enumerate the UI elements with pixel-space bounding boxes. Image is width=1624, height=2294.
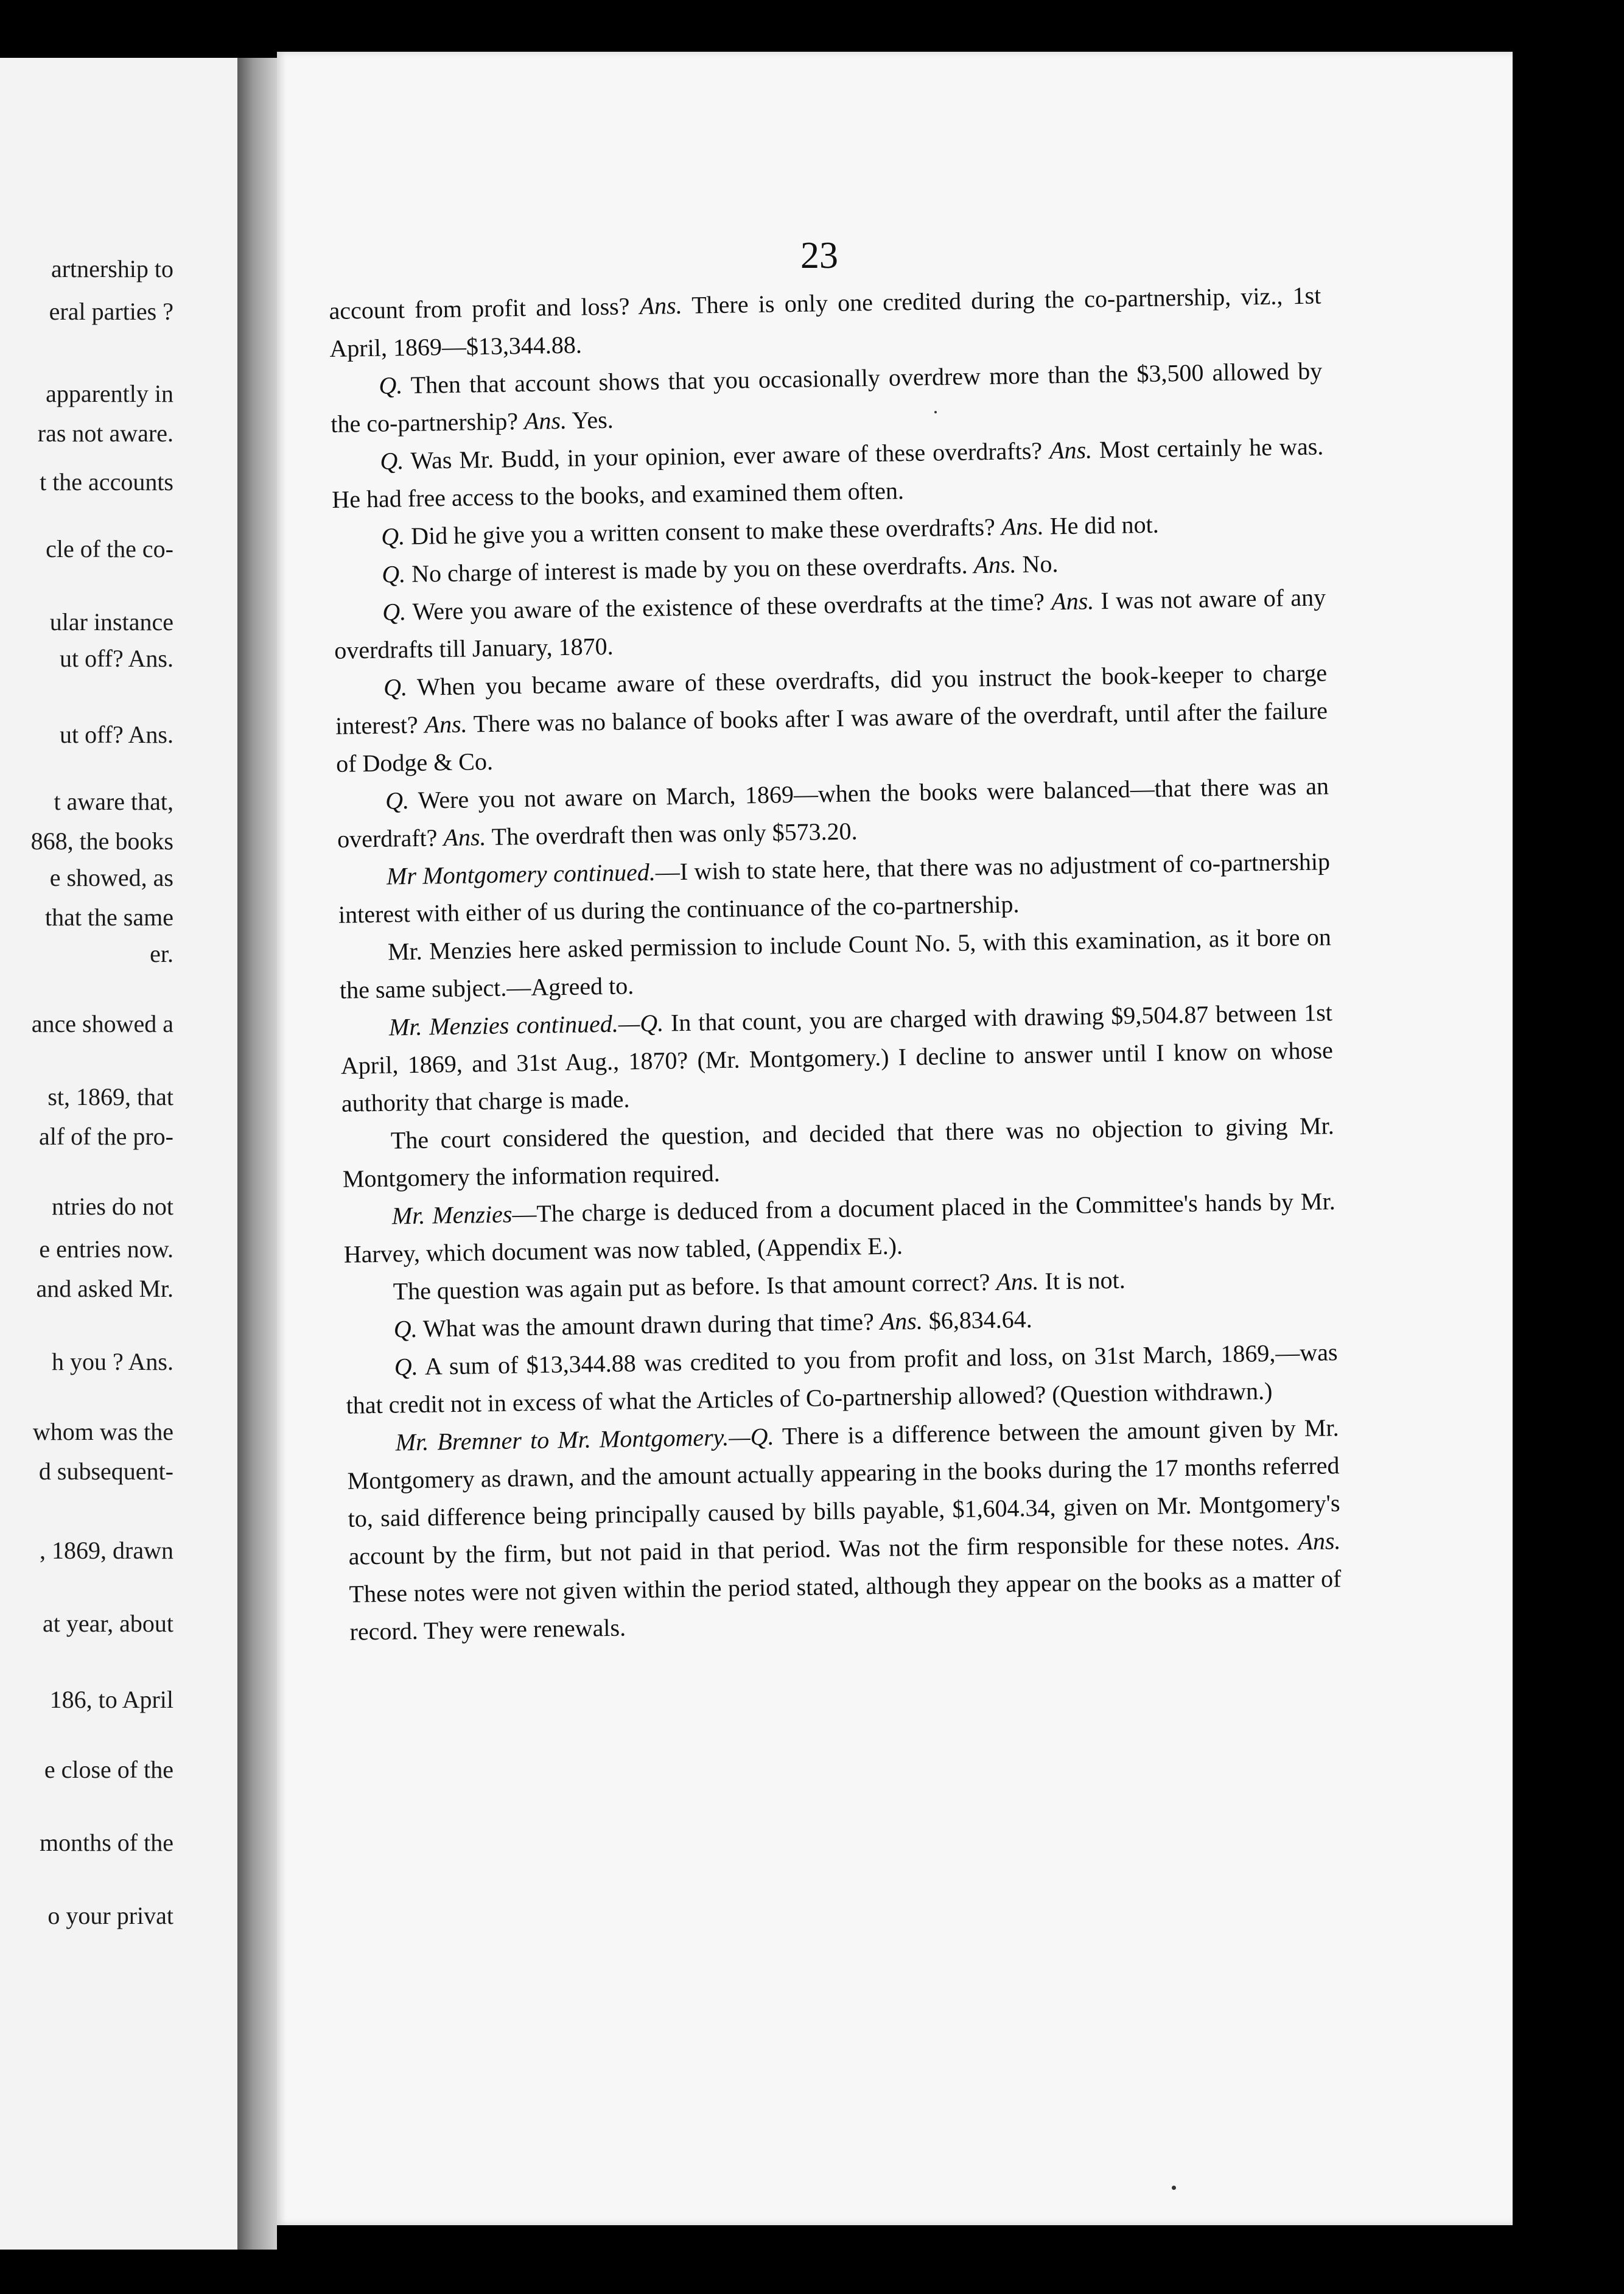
book-gutter [237, 58, 277, 2250]
left-page-fragment: e entries now. [39, 1235, 173, 1263]
italic-run: Q. [380, 447, 404, 475]
text-run: There was no balance of books after I was aware of the overdraft, until after the failure of Dodge & Co. [335, 696, 1328, 777]
paragraph [340, 994, 1334, 1123]
text-run: These notes were not given within the period stated, although they appear on the books as a matter of record. They were renewals. [349, 1565, 1342, 1646]
text-run: I was not aware of any overdrafts till January, 1870. [334, 583, 1326, 664]
italic-run: Q. [380, 522, 405, 550]
italic-run: Mr. Bremner to Mr. Montgomery.—Q. [395, 1422, 774, 1456]
left-page-fragment: e showed, as [49, 864, 173, 891]
text-run: $6,834.64. [922, 1305, 1033, 1335]
italic-run: Q. [385, 787, 410, 815]
italic-run: Q. [383, 673, 408, 701]
italic-run: Ans. [424, 710, 467, 738]
left-page-fragment: h you ? Ans. [52, 1348, 173, 1375]
italic-run: Ans. [973, 550, 1017, 579]
left-page [0, 58, 237, 2250]
text-run: Most certainly he was. He had free access to the books, and examined them often. [331, 432, 1324, 513]
italic-run: Ans. [639, 291, 683, 320]
text-run: Then that account shows that you occasionally overdrew more than the $3,500 allowed by the co-partnership? [331, 357, 1323, 438]
left-page-fragment: o your privat [47, 1902, 173, 1929]
left-page-fragment: that the same [44, 903, 173, 931]
text-run: Yes. [566, 405, 614, 434]
left-page-fragment: 186, to April [49, 1686, 173, 1713]
paragraph [346, 1409, 1342, 1651]
italic-run: Ans. [880, 1307, 923, 1335]
paragraph [335, 654, 1329, 783]
left-page-fragment: , 1869, drawn [40, 1537, 173, 1564]
text-run: Were you aware of the existence of these overdrafts at the time? [405, 588, 1052, 626]
italic-run: Q. [379, 371, 403, 399]
text-run: There is only one credited during the co-partnership, viz., 1st April, 1869—$13,344.88. [329, 281, 1321, 362]
italic-run: Q. [393, 1314, 418, 1343]
left-page-fragment: apparently in [46, 380, 173, 407]
text-run: There is a difference between the amount given by Mr. Montgomery as drawn, and the amount actually appearing in the books during the 17 months referred to, said difference being principally caused by bills payable, $1,604.34, given on Mr. Montgomery's account by the firm, but not paid in that period. Was not the firm responsible for these notes. [347, 1414, 1340, 1570]
body-text [329, 276, 1342, 1650]
left-page-fragment: ular instance [49, 608, 173, 636]
italic-run: Ans. [443, 823, 486, 852]
left-page-fragment: and asked Mr. [36, 1275, 173, 1302]
left-page-fragment: eral parties ? [49, 298, 173, 325]
italic-run: Ans. [1051, 587, 1094, 616]
text-run: account from profit and loss? [329, 292, 640, 324]
left-page-fragment: st, 1869, that [47, 1083, 173, 1110]
text-run: Were you not aware on March, 1869—when the books were balanced—that there was an overdraft? [337, 772, 1329, 853]
right-page [277, 52, 1513, 2225]
text-run: A sum of $13,344.88 was credited to you from profit and loss, on 31st March, 1869,—was that credit not in excess of what the Articles of Co-partnership allowed? (Question withdrawn.) [346, 1338, 1338, 1419]
left-page-fragment: alf of the pro- [38, 1123, 173, 1150]
text-run: No. [1016, 550, 1059, 578]
left-page-fragment: e close of the [44, 1756, 173, 1783]
left-page-fragment: d subsequent- [38, 1457, 173, 1485]
text-run: The question was again put as before. Is that amount correct? [393, 1268, 996, 1305]
text-run: Mr. Menzies here asked permission to include Count No. 5, with this examination, as it bore on the same subject.—Agreed to. [339, 923, 1332, 1004]
italic-run: Ans. [1049, 436, 1093, 465]
text-run: Did he give you a written consent to make these overdrafts? [404, 513, 1002, 550]
print-speck [934, 411, 937, 413]
left-page-fragment: er. [150, 940, 173, 967]
text-run: He did not. [1043, 510, 1159, 540]
text-run: In that count, you are charged with drawing $9,504.87 between 1st April, 1869, and 31st Aug., 1870? (Mr. Montgomery.) I decline to answer until I know on whose authority that charge is made. [340, 998, 1334, 1117]
italic-run: Mr. Menzies [391, 1200, 513, 1230]
text-run: What was the amount drawn during that time? [417, 1307, 881, 1342]
left-page-fragment: ut off? Ans. [59, 645, 173, 672]
left-page-fragment: ntries do not [52, 1193, 173, 1220]
text-run: —The charge is deduced from a document placed in the Committee's hands by Mr. Harvey, which document was now tabled, (Appendix E.). [343, 1187, 1336, 1268]
left-page-fragment: ance showed a [31, 1010, 173, 1037]
text-run: The overdraft then was only $573.20. [486, 817, 858, 851]
left-page-fragment: whom was the [32, 1418, 173, 1445]
italic-run: Q. [382, 598, 407, 626]
text-run: It is not. [1038, 1266, 1125, 1295]
italic-run: Q. [381, 560, 406, 588]
print-speck [1172, 2186, 1176, 2190]
left-page-fragment: ras not aware. [37, 419, 173, 447]
left-page-fragment: t aware that, [54, 788, 173, 815]
left-page-fragment: t the accounts [40, 468, 173, 496]
left-page-fragment: months of the [40, 1829, 173, 1856]
left-page-fragment: cle of the co- [46, 535, 173, 563]
italic-run: Q. [394, 1352, 418, 1381]
italic-run: Mr Montgomery continued. [386, 858, 656, 890]
text-run: No charge of interest is made by you on these overdrafts. [405, 551, 974, 588]
text-run: When you became aware of these overdrafts, did you instruct the book-keeper to charge interest? [335, 659, 1328, 740]
italic-run: Ans. [1298, 1527, 1341, 1556]
italic-run: Ans. [1001, 512, 1045, 541]
page-number: 23 [800, 235, 838, 276]
left-page-fragment: ut off? Ans. [59, 721, 173, 748]
italic-run: Ans. [996, 1267, 1039, 1296]
text-run: —I wish to state here, that there was no adjustment of co-partnership interest with either of us during the continuance of the co-partnership. [338, 847, 1331, 928]
italic-run: Mr. Menzies continued.—Q. [388, 1009, 664, 1041]
left-page-fragment: 868, the books [30, 827, 173, 855]
left-page-fragment: at year, about [43, 1610, 173, 1637]
text-run: The court considered the question, and decided that there was no objection to giving Mr. Montgomery the information required. [342, 1112, 1335, 1193]
italic-run: Ans. [523, 406, 567, 435]
text-run: Was Mr. Budd, in your opinion, ever aware of these overdrafts? [403, 437, 1050, 475]
left-page-fragment: artnership to [51, 255, 173, 282]
